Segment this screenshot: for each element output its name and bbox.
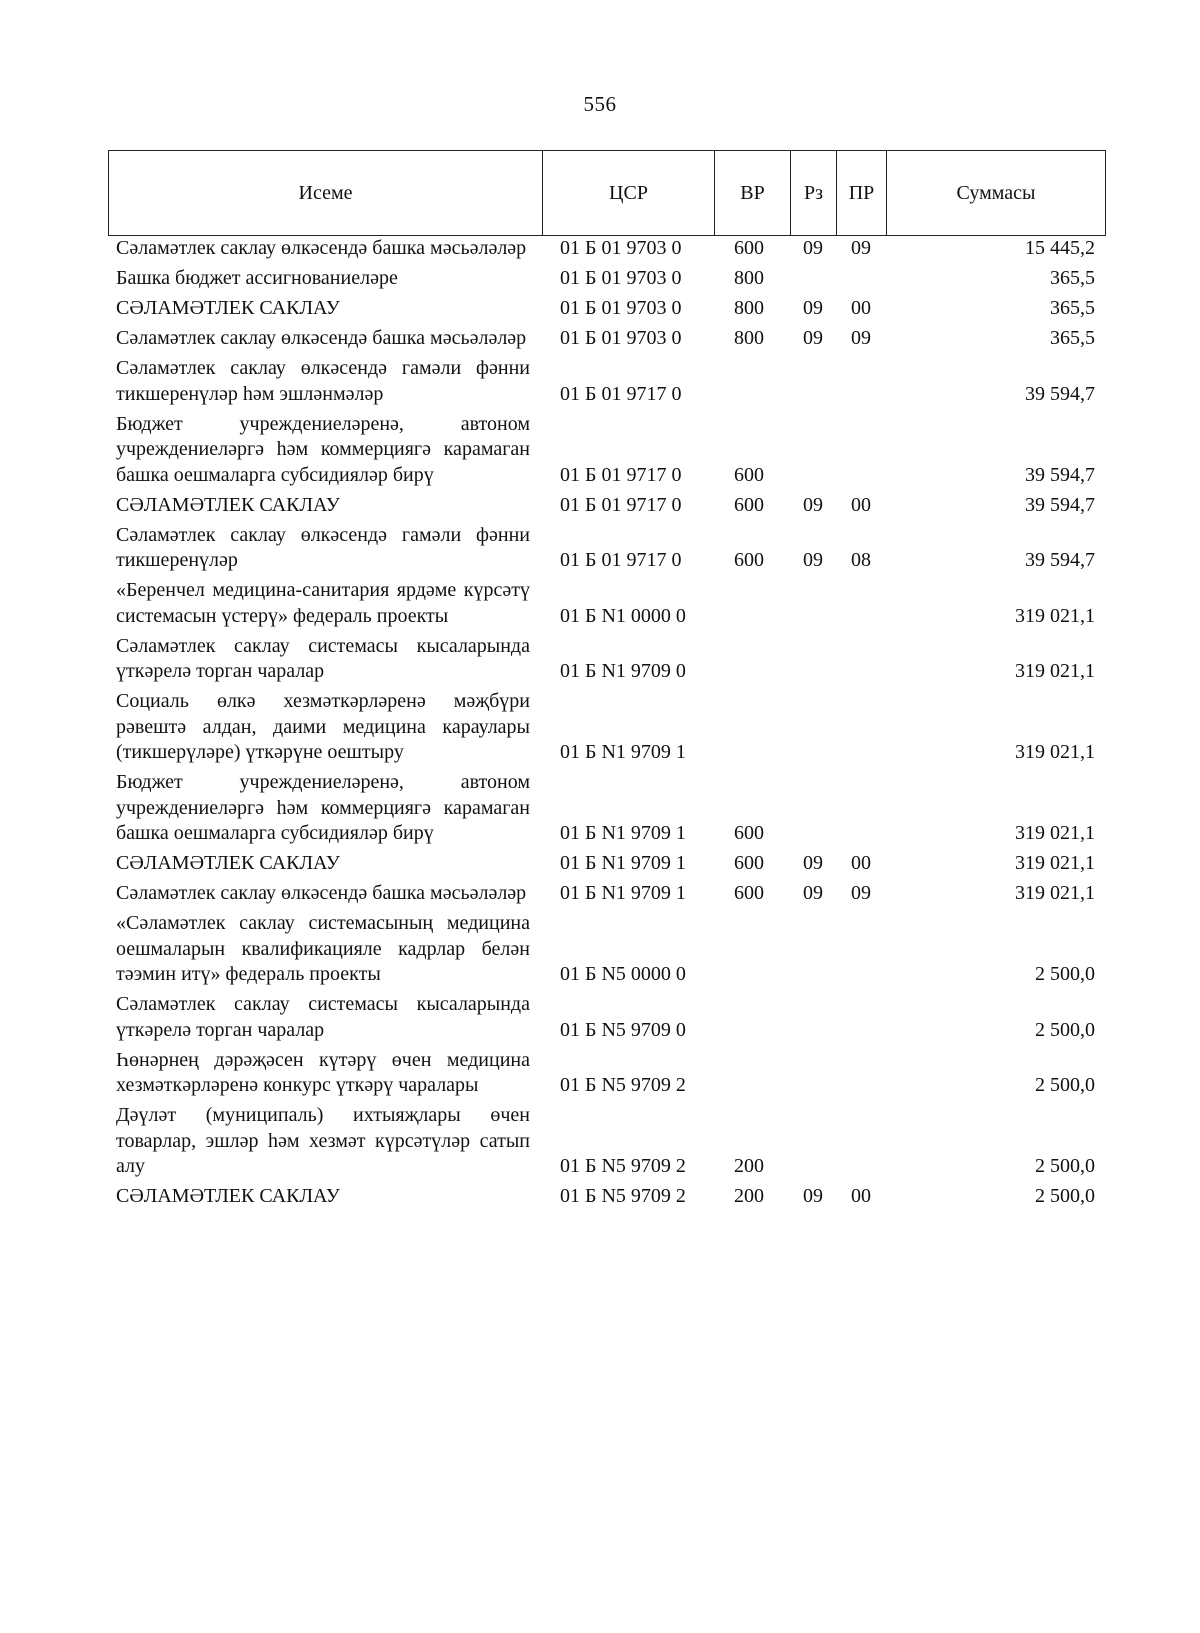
table-row — [108, 992, 1105, 1048]
cell-vr: 600 — [734, 237, 764, 259]
table-row — [108, 1103, 1105, 1184]
cell-sum: 319 021,1 — [1015, 741, 1095, 763]
cell-rz — [790, 578, 836, 634]
cell-vr: 600 — [734, 549, 764, 571]
cell-rz — [790, 992, 836, 1048]
table-row — [108, 689, 1105, 770]
cell-sum: 39 594,7 — [1025, 549, 1095, 571]
table-row — [108, 326, 1105, 356]
cell-sum: 2 500,0 — [1035, 1074, 1095, 1096]
cell-csr: 01 Б N1 9709 1 — [560, 852, 686, 874]
cell-sum: 39 594,7 — [1025, 493, 1095, 516]
cell-pr — [836, 1048, 886, 1104]
table-row — [108, 578, 1105, 634]
cell-pr: 08 — [851, 549, 871, 571]
cell-name: Сәламәтлек саклау өлкәсендә гамәли фәнни тикшеренүләр — [116, 523, 530, 571]
cell-sum: 2 500,0 — [1035, 1185, 1095, 1207]
cell-name: Сәламәтлек саклау системасы кысаларында үткәрелә торган чаралар — [116, 993, 530, 1041]
cell-name: Социаль өлкә хезмәткәрләренә мәҗбүри рәвештә алдан, даими медицина караулары (тикшерүләре) үткәрүне оештыру — [116, 690, 530, 763]
cell-name: Һөнәрнең дәрәҗәсен күтәрү өчен медицина хезмәткәрләренә конкурс үткәрү чаралары — [116, 1048, 530, 1096]
cell-csr: 01 Б N5 0000 0 — [560, 963, 686, 985]
cell-csr: 01 Б N5 9709 2 — [560, 1185, 686, 1207]
budget-table — [108, 150, 1105, 1214]
cell-sum: 39 594,7 — [1025, 382, 1095, 405]
table-header — [108, 150, 1106, 236]
cell-csr: 01 Б N5 9709 0 — [560, 1018, 686, 1041]
cell-vr: 800 — [734, 327, 764, 349]
table-row — [108, 770, 1105, 851]
cell-rz: 09 — [803, 297, 823, 319]
cell-vr: 200 — [734, 1155, 764, 1177]
cell-name: Дәүләт (муниципаль) ихтыяҗлары өчен товарлар, эшләр һәм хезмәт күрсәтүләр сатып алу — [116, 1104, 530, 1177]
header-vr: ВР — [715, 151, 791, 236]
cell-pr — [836, 356, 886, 412]
cell-csr: 01 Б 01 9703 0 — [560, 297, 682, 319]
table-row — [108, 296, 1105, 326]
cell-pr: 00 — [851, 297, 871, 319]
table-row — [108, 911, 1105, 992]
cell-sum: 319 021,1 — [1015, 852, 1095, 874]
cell-rz: 09 — [803, 327, 823, 349]
cell-vr — [714, 911, 790, 992]
cell-sum: 319 021,1 — [1015, 660, 1095, 682]
cell-sum: 319 021,1 — [1015, 822, 1095, 844]
cell-pr — [836, 770, 886, 851]
table-row — [108, 634, 1105, 690]
table-row — [108, 266, 1105, 296]
cell-rz: 09 — [803, 882, 823, 904]
cell-sum: 319 021,1 — [1015, 604, 1095, 627]
cell-sum: 2 500,0 — [1035, 963, 1095, 985]
header-pr: ПР — [837, 151, 887, 236]
table-row — [108, 493, 1105, 523]
table-row — [108, 1184, 1105, 1214]
cell-name: СӘЛАМӘТЛЕК САКЛАУ — [116, 297, 340, 319]
cell-csr: 01 Б N1 9709 0 — [560, 660, 686, 682]
cell-vr — [714, 1048, 790, 1104]
cell-pr — [836, 578, 886, 634]
cell-sum: 365,5 — [1050, 327, 1095, 349]
cell-vr: 200 — [734, 1185, 764, 1207]
cell-csr: 01 Б N1 9709 1 — [560, 882, 686, 904]
cell-csr: 01 Б 01 9717 0 — [560, 493, 682, 516]
cell-pr — [836, 911, 886, 992]
cell-csr: 01 Б N1 9709 1 — [560, 822, 686, 844]
header-sum: Суммасы — [887, 151, 1106, 236]
cell-rz: 09 — [803, 1185, 823, 1207]
cell-rz: 09 — [803, 549, 823, 571]
cell-pr: 09 — [851, 237, 871, 259]
table-row — [108, 356, 1105, 412]
cell-pr — [836, 412, 886, 493]
table-row — [108, 881, 1105, 911]
cell-pr — [836, 634, 886, 690]
cell-pr: 00 — [851, 1185, 871, 1207]
cell-name: Бюджет учреждениеләренә, автоном учреждениеләргә һәм коммерциягә карамаган башка оешмаларга субсидияләр бирү — [116, 412, 530, 486]
cell-pr: 09 — [851, 327, 871, 349]
cell-csr: 01 Б N1 0000 0 — [560, 604, 686, 627]
cell-name: Сәламәтлек саклау өлкәсендә башка мәсьәләләр — [116, 237, 527, 259]
header-name: Исеме — [109, 151, 543, 236]
cell-csr: 01 Б 01 9703 0 — [560, 327, 682, 349]
cell-rz — [790, 412, 836, 493]
cell-rz: 09 — [803, 493, 823, 516]
cell-pr — [836, 1103, 886, 1184]
cell-rz: 09 — [803, 852, 823, 874]
cell-name: СӘЛАМӘТЛЕК САКЛАУ — [116, 493, 340, 516]
table-row — [108, 851, 1105, 881]
cell-pr: 09 — [851, 882, 871, 904]
cell-sum: 2 500,0 — [1035, 1018, 1095, 1041]
header-row — [109, 151, 1106, 236]
cell-rz — [790, 911, 836, 992]
table-rows — [108, 236, 1105, 1214]
cell-name: Сәламәтлек саклау өлкәсендә башка мәсьәләләр — [116, 327, 527, 349]
cell-sum: 365,5 — [1050, 297, 1095, 319]
cell-pr: 00 — [851, 493, 871, 516]
cell-name: СӘЛАМӘТЛЕК САКЛАУ — [116, 852, 340, 874]
cell-csr: 01 Б 01 9717 0 — [560, 382, 682, 405]
cell-csr: 01 Б 01 9703 0 — [560, 237, 682, 259]
table-row — [108, 412, 1105, 493]
cell-csr: 01 Б N1 9709 1 — [560, 741, 686, 763]
cell-sum: 15 445,2 — [1025, 237, 1095, 259]
cell-rz — [790, 770, 836, 851]
cell-vr: 600 — [734, 493, 764, 516]
cell-csr: 01 Б N5 9709 2 — [560, 1074, 686, 1096]
cell-vr: 800 — [734, 267, 764, 289]
cell-vr — [714, 356, 790, 412]
cell-rz — [790, 1048, 836, 1104]
cell-csr: 01 Б 01 9717 0 — [560, 549, 682, 571]
cell-vr — [714, 634, 790, 690]
cell-rz — [790, 689, 836, 770]
cell-name: СӘЛАМӘТЛЕК САКЛАУ — [116, 1185, 340, 1207]
cell-sum: 2 500,0 — [1035, 1155, 1095, 1177]
cell-rz — [790, 1103, 836, 1184]
cell-vr: 600 — [734, 882, 764, 904]
cell-csr: 01 Б N5 9709 2 — [560, 1155, 686, 1177]
cell-pr — [836, 266, 886, 296]
cell-pr — [836, 689, 886, 770]
page-number: 556 — [583, 92, 617, 116]
header-csr: ЦСР — [543, 151, 715, 236]
cell-sum: 39 594,7 — [1025, 463, 1095, 486]
cell-rz: 09 — [803, 237, 823, 259]
cell-name: Башка бюджет ассигнованиеләре — [116, 267, 398, 289]
cell-vr: 600 — [734, 852, 764, 874]
cell-vr — [714, 992, 790, 1048]
cell-rz — [790, 634, 836, 690]
cell-vr: 600 — [734, 463, 764, 486]
cell-vr: 600 — [734, 822, 764, 844]
cell-sum: 365,5 — [1050, 267, 1095, 289]
cell-pr — [836, 992, 886, 1048]
cell-name: Сәламәтлек саклау өлкәсендә башка мәсьәләләр — [116, 882, 527, 904]
cell-sum: 319 021,1 — [1015, 882, 1095, 904]
table-row — [108, 236, 1105, 266]
table-body — [108, 236, 1105, 1214]
cell-name: Бюджет учреждениеләренә, автоном учреждениеләргә һәм коммерциягә карамаган башка оешмаларга субсидияләр бирү — [116, 771, 530, 844]
cell-vr — [714, 689, 790, 770]
header-rz: Рз — [791, 151, 837, 236]
table-row — [108, 523, 1105, 579]
cell-rz — [790, 356, 836, 412]
cell-name: «Беренчел медицина-санитария ярдәме күрсәтү системасын үстерү» федераль проекты — [116, 579, 530, 627]
table-row — [108, 1048, 1105, 1104]
cell-vr: 800 — [734, 297, 764, 319]
cell-name: «Сәламәтлек саклау системасының медицина оешмаларын квалификацияле кадрлар белән тәэмин итү» федераль проекты — [116, 912, 530, 985]
cell-csr: 01 Б 01 9717 0 — [560, 463, 682, 486]
cell-rz — [790, 266, 836, 296]
cell-pr: 00 — [851, 852, 871, 874]
cell-name: Сәламәтлек саклау системасы кысаларында үткәрелә торган чаралар — [116, 634, 530, 682]
cell-csr: 01 Б 01 9703 0 — [560, 267, 682, 289]
cell-name: Сәламәтлек саклау өлкәсендә гамәли фәнни тикшеренүләр һәм эшләнмәләр — [116, 357, 530, 405]
cell-vr — [714, 578, 790, 634]
